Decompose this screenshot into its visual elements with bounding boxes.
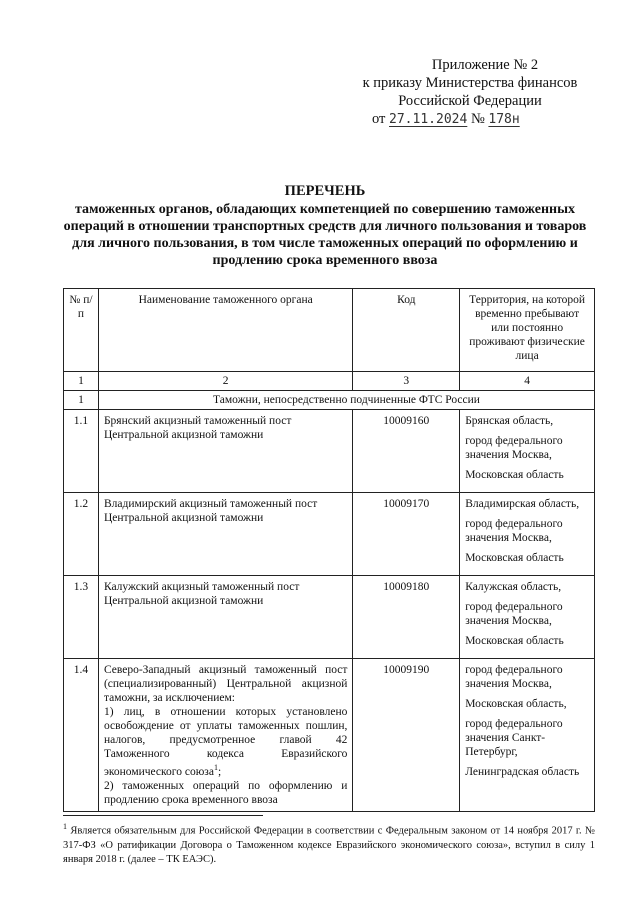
appendix-line-3: Российской Федерации bbox=[398, 93, 542, 109]
section-num: 1 bbox=[64, 391, 99, 410]
row-code: 10009190 bbox=[353, 659, 460, 812]
territory-item: Московская область bbox=[465, 552, 564, 564]
footnote-mark: 1 bbox=[63, 822, 67, 831]
territory-item: Московская область, bbox=[465, 698, 567, 710]
customs-table bbox=[63, 288, 595, 812]
row-name: Калужский акцизный таможенный пост Центральной акцизной таможни bbox=[98, 576, 352, 659]
title-subtitle: таможенных органов, обладающих компетенцией по совершению таможенных операций в отношении транспортных средств для личного пользования и товаров для личного пользования, в том числе таможенных операций по оформлению и продлению срока временного ввоза bbox=[63, 202, 587, 268]
exception-item-1 bbox=[104, 705, 347, 779]
territory-item: Владимирская область, bbox=[465, 498, 580, 510]
territory-item: Московская область bbox=[465, 635, 564, 647]
header-name: Наименование таможенного органа bbox=[98, 289, 352, 372]
row-code: 10009160 bbox=[353, 410, 460, 493]
row-name bbox=[98, 659, 352, 812]
header-num: № п/п bbox=[64, 289, 99, 372]
row-name-intro: Северо-Западный акцизный таможенный пост (специализированный) Центральной акцизной таможни, за исключением: bbox=[103, 664, 348, 704]
footnote-separator bbox=[63, 815, 263, 816]
row-code: 10009170 bbox=[353, 493, 460, 576]
row-territory bbox=[460, 659, 595, 812]
territory-item: Брянская область, bbox=[465, 415, 554, 427]
section-title: Таможни, непосредственно подчиненные ФТС России bbox=[98, 391, 594, 410]
footnote bbox=[63, 820, 595, 867]
row-num: 1.3 bbox=[64, 576, 99, 659]
table-row bbox=[64, 493, 595, 576]
territory-item: Московская область bbox=[465, 469, 564, 481]
territory-item: Калужская область, bbox=[465, 581, 562, 593]
order-date: 27.11.2024 bbox=[389, 112, 468, 127]
exception-text-1: 1) лиц, в отношении которых установлено освобождение от уплаты таможенных пошлин, налогов, предусмотренное главой 42 Таможенного кодекса Евразийского экономического союза bbox=[103, 706, 348, 778]
col-number: 3 bbox=[353, 372, 460, 391]
table-header-row bbox=[64, 289, 595, 372]
table-row bbox=[64, 410, 595, 493]
territory-item: город федерального значения Москва, bbox=[465, 435, 563, 461]
header-territory: Территория, на которой временно пребывают или постоянно проживают физические лица bbox=[460, 289, 595, 372]
row-name: Владимирский акцизный таможенный пост Центральной акцизной таможни bbox=[98, 493, 352, 576]
table-row bbox=[64, 659, 595, 812]
row-name: Брянский акцизный таможенный пост Центральной акцизной таможни bbox=[98, 410, 352, 493]
territory-item: Ленинградская область bbox=[465, 766, 580, 778]
row-territory bbox=[460, 493, 595, 576]
row-num: 1.4 bbox=[64, 659, 99, 812]
appendix-line-2: к приказу Министерства финансов bbox=[362, 75, 578, 91]
territory-item: город федерального значения Санкт-Петербург, bbox=[465, 718, 563, 758]
row-num: 1.2 bbox=[64, 493, 99, 576]
territory-item: город федерального значения Москва, bbox=[465, 518, 563, 544]
col-number: 1 bbox=[64, 372, 99, 391]
exception-item-2: 2) таможенных операций по оформлению и продлению срока временного ввоза bbox=[103, 779, 348, 806]
row-num: 1.1 bbox=[64, 410, 99, 493]
territory-item: город федерального значения Москва, bbox=[465, 664, 563, 690]
footnote-text: Является обязательным для Российской Федерации в соответствии с Федеральным законом от 14 ноября 2017 г. № 317-ФЗ «О ратификации Договора о Таможенном кодексе Евразийского экономического союза», вступил в силу 1 января 2018 г. (далее – ТК ЕАЭС). bbox=[63, 825, 595, 865]
row-territory bbox=[460, 576, 595, 659]
ot-label: от bbox=[372, 111, 386, 127]
col-number: 4 bbox=[460, 372, 595, 391]
footnote-ref: 1 bbox=[213, 763, 218, 772]
row-territory bbox=[460, 410, 595, 493]
appendix-line-1: Приложение № 2 bbox=[431, 57, 539, 73]
header-code: Код bbox=[353, 289, 460, 372]
document-title bbox=[60, 183, 590, 269]
number-label: № bbox=[470, 111, 485, 127]
appendix-block bbox=[340, 56, 600, 129]
section-row bbox=[64, 391, 595, 410]
appendix-date-line bbox=[340, 110, 600, 129]
exception-end: ; bbox=[217, 765, 222, 778]
col-number: 2 bbox=[98, 372, 352, 391]
territory-item: город федерального значения Москва, bbox=[465, 601, 563, 627]
row-code: 10009180 bbox=[353, 576, 460, 659]
title-main: ПЕРЕЧЕНЬ bbox=[284, 183, 366, 199]
table-row bbox=[64, 576, 595, 659]
column-numbers-row bbox=[64, 372, 595, 391]
order-number: 178н bbox=[488, 112, 520, 127]
